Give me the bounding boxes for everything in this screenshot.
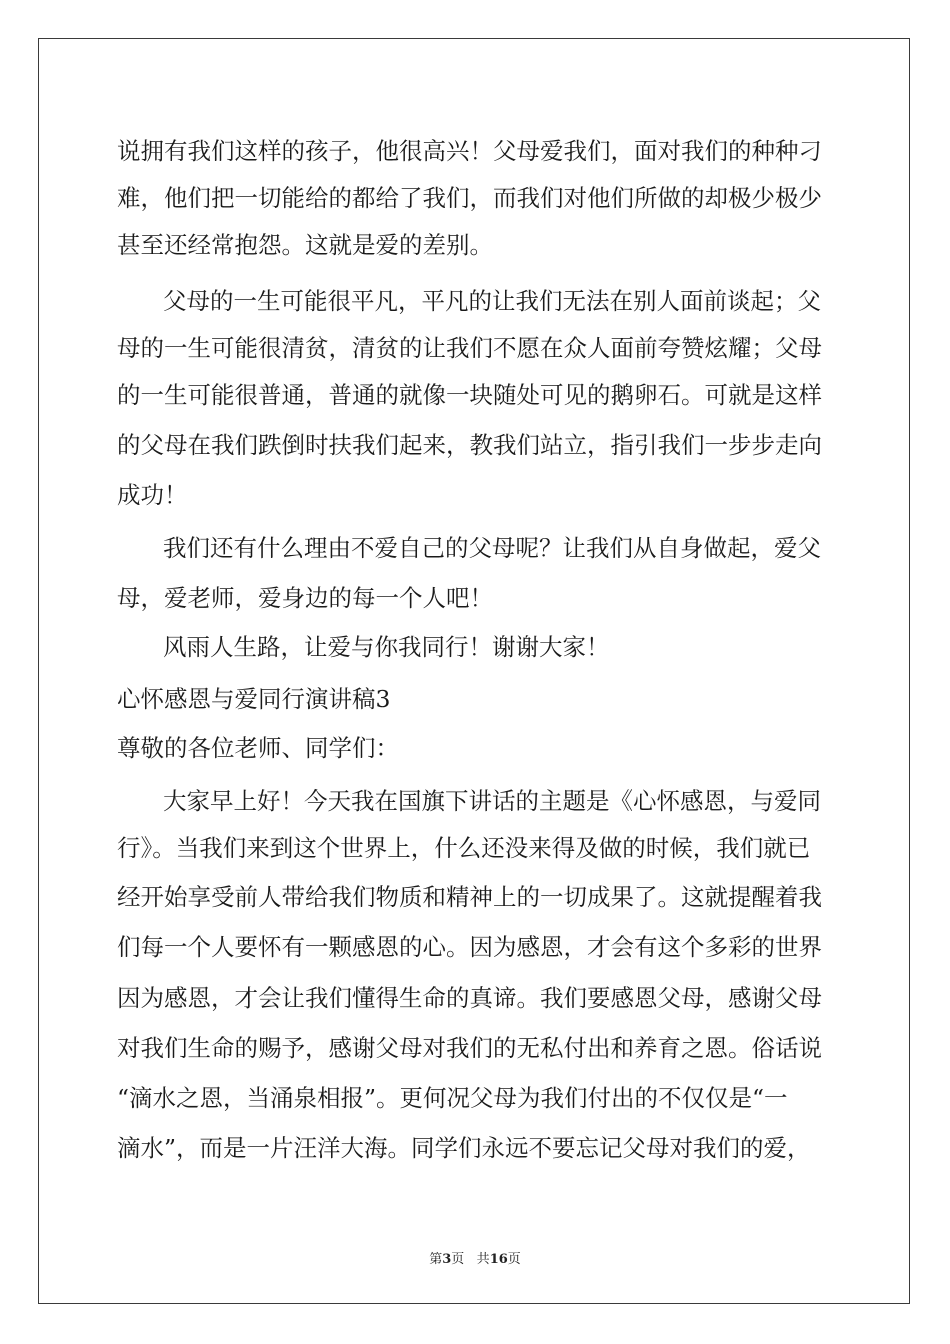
text-line: 大家早上好！今天我在国旗下讲话的主题是《心怀感恩，与爱同 bbox=[163, 787, 821, 815]
footer-total-unit: 页 bbox=[507, 1252, 521, 1267]
text-line: 我们还有什么理由不爱自己的父母呢？让我们从自身做起，爱父 bbox=[163, 534, 821, 562]
text-line: 说拥有我们这样的孩子，他很高兴！父母爱我们，面对我们的种种刁 bbox=[117, 137, 822, 165]
text-line: 母，爱老师，爱身边的每一个人吧！ bbox=[117, 584, 493, 612]
footer-page-unit: 页 bbox=[451, 1252, 465, 1267]
text-line: 对我们生命的赐予，感谢父母对我们的无私付出和养育之恩。俗话说 bbox=[117, 1034, 822, 1062]
text-line: 成功！ bbox=[117, 481, 188, 509]
total-pages: 16 bbox=[489, 1252, 508, 1267]
text-line: 的一生可能很普通，普通的就像一块随处可见的鹅卵石。可就是这样 bbox=[117, 381, 822, 409]
text-line: “滴水之恩，当涌泉相报”。更何况父母为我们付出的不仅仅是“一 bbox=[117, 1084, 788, 1112]
footer-prefix: 第 bbox=[429, 1252, 443, 1267]
footer-total-prefix: 共 bbox=[476, 1252, 490, 1267]
page-border bbox=[38, 38, 910, 1304]
text-line: 经开始享受前人带给我们物质和精神上的一切成果了。这就提醒着我 bbox=[117, 883, 822, 911]
text-line: 们每一个人要怀有一颗感恩的心。因为感恩，才会有这个多彩的世界 bbox=[117, 933, 822, 961]
section-heading: 心怀感恩与爱同行演讲稿3 bbox=[117, 685, 391, 713]
text-line: 风雨人生路，让爱与你我同行！谢谢大家！ bbox=[163, 633, 610, 661]
text-line: 因为感恩，才会让我们懂得生命的真谛。我们要感恩父母，感谢父母 bbox=[117, 984, 822, 1012]
salutation: 尊敬的各位老师、同学们： bbox=[117, 734, 399, 762]
text-line: 滴水”，而是一片汪洋大海。同学们永远不要忘记父母对我们的爱， bbox=[117, 1134, 811, 1162]
text-line: 母的一生可能很清贫，清贫的让我们不愿在众人面前夸赞炫耀；父母 bbox=[117, 334, 822, 362]
text-line: 父母的一生可能很平凡，平凡的让我们无法在别人面前谈起；父 bbox=[163, 287, 821, 315]
page-footer bbox=[0, 1248, 950, 1267]
page-number: 3 bbox=[442, 1252, 452, 1267]
text-line: 难，他们把一切能给的都给了我们，而我们对他们所做的却极少极少 bbox=[117, 184, 822, 212]
text-line: 行》。当我们来到这个世界上，什么还没来得及做的时候，我们就已 bbox=[117, 834, 811, 862]
text-line: 甚至还经常抱怨。这就是爱的差别。 bbox=[117, 231, 493, 259]
text-line: 的父母在我们跌倒时扶我们起来，教我们站立，指引我们一步步走向 bbox=[117, 431, 822, 459]
